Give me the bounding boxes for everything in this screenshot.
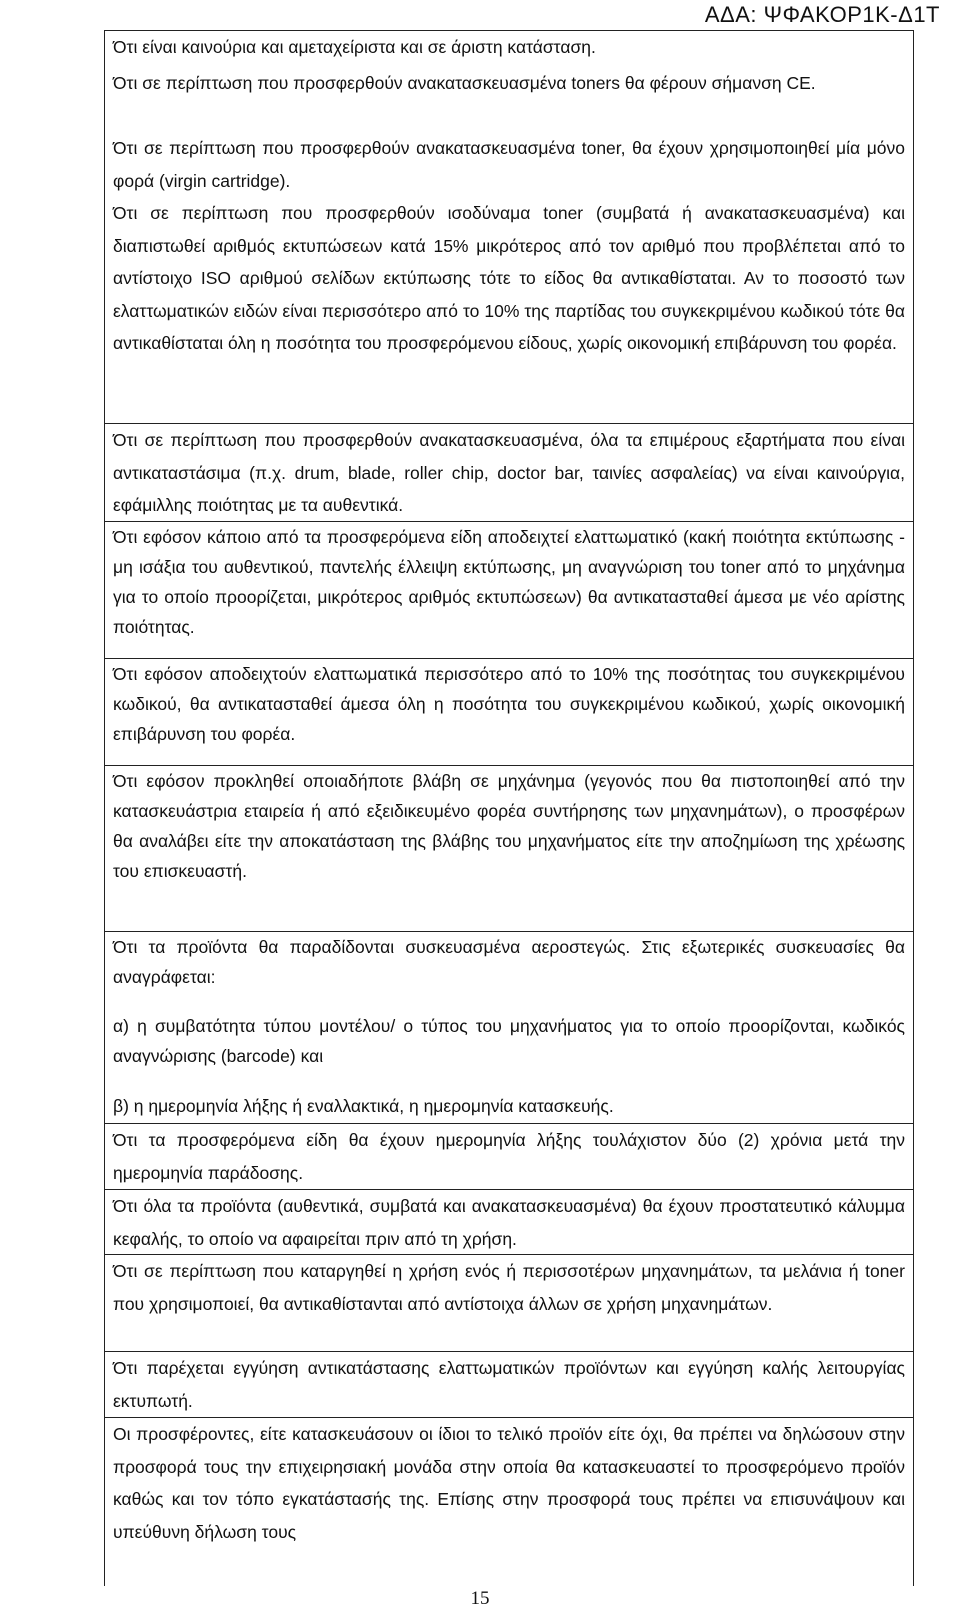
paragraph-6: Ότι εφόσον κάποιο από τα προσφερόμενα είδη αποδειχτεί ελαττωματικό (κακή ποιότητα εκτύπωσης - μη ισάξια του αυθεντικού, παντελής έλλειψη εκτύπωσης, μη αναγνώριση του toner από το μηχάνημα για το οποίο προορίζεται, μικρότερος αριθμός εκτυπώσεων) θα αντικατασταθεί άμεσα με νέο αρίστης ποιότητας. [105,521,913,642]
requirements-table [104,30,914,1586]
paragraph-12: Ότι τα προσφερόμενα είδη θα έχουν ημερομηνία λήξης τουλάχιστον δύο (2) χρόνια μετά την ημερομηνία παράδοσης. [105,1123,913,1189]
paragraph-16: Οι προσφέροντες, είτε κατασκευάσουν οι ίδιοι το τελικό προϊόν είτε όχι, θα πρέπει να δηλώσουν στην προσφορά τους την επιχειρησιακή μονάδα στην οποία θα κατασκευαστεί το προσφερόμενο προϊόν καθώς και τον τόπο εγκατάστασής της. Επίσης στην προσφορά τους πρέπει να επισυνάψουν και υπεύθυνη δήλωση τους [105,1417,913,1548]
paragraph-3: Ότι σε περίπτωση που προσφερθούν ανακατασκευασμένα toner, θα έχουν χρησιμοποιηθεί μία μόνο φορά (virgin cartridge). [113,138,905,191]
paragraph-5: Ότι σε περίπτωση που προσφερθούν ανακατασκευασμένα, όλα τα επιμέρους εξαρτήματα που είναι αντικαταστάσιμα (π.χ. drum, blade, roller chip, doctor bar, ταινίες ασφαλείας) να είναι καινούργια, εφάμιλλης ποιότητας με τα αυθεντικά. [105,423,913,522]
paragraph-11: β) η ημερομηνία λήξης ή εναλλακτικά, η ημερομηνία κατασκευής. [113,1096,614,1116]
paragraph-13: Ότι όλα τα προϊόντα (αυθεντικά, συμβατά και ανακατασκευασμένα) θα έχουν προστατευτικό κάλυμμα κεφαλής, το οποίο να αφαιρείται πριν από τη χρήση. [105,1189,913,1255]
paragraph-9: Ότι τα προϊόντα θα παραδίδονται συσκευασμένα αεροστεγώς. Στις εξωτερικές συσκευασίες θα αναγράφεται: [105,931,913,992]
paragraph-8: Ότι εφόσον προκληθεί οποιαδήποτε βλάβη σε μηχάνημα (γεγονός που θα πιστοποιηθεί από την κατασκευάστρια εταιρεία ή από εξειδικευμένο φορέα συντήρησης των μηχανημάτων), ο προσφέρων θα αναλάβει είτε την αποκατάσταση της βλάβης του μηχανήματος είτε την αποζημίωση της χρέωσης του επισκευαστή. [105,765,913,886]
paragraph-1: Ότι είναι καινούρια και αμεταχείριστα και σε άριστη κατάσταση. [113,37,596,57]
paragraph-15: Ότι παρέχεται εγγύηση αντικατάστασης ελαττωματικών προϊόντων και εγγύηση καλής λειτουργίας εκτυπωτή. [105,1351,913,1417]
paragraph-2: Ότι σε περίπτωση που προσφερθούν ανακατασκευασμένα toners θα φέρουν σήμανση CE. [113,73,816,93]
paragraph-10: α) η συμβατότητα τύπου μοντέλου/ ο τύπος του μηχανήματος για το οποίο προορίζονται, κωδικός αναγνώρισης (barcode) και [113,1016,905,1066]
paragraph-4: Ότι σε περίπτωση που προσφερθούν ισοδύναμα toner (συμβατά ή ανακατασκευασμένα) και διαπιστωθεί αριθμός εκτυπώσεων κατά 15% μικρότερος από τον αριθμό που προβλέπεται από το αντίστοιχο ISO αριθμού σελίδων εκτύπωσης τότε το είδος θα αντικαθίσταται. Αν το ποσοστό των ελαττωματικών ειδών είναι περισσότερο από το 10% της παρτίδας του συγκεκριμένου κωδικού τότε θα αντικαθίσταται όλη η ποσότητα του προσφερόμενου είδους, χωρίς οικονομική επιβάρυνση του φορέα. [113,203,905,353]
page-number: 15 [470,1588,490,1609]
paragraph-7: Ότι εφόσον αποδειχτούν ελαττωματικά περισσότερο από το 10% της ποσότητας του συγκεκριμένου κωδικού, θα αντικατασταθεί άμεσα όλη η ποσότητα του συγκεκριμένου κωδικού, χωρίς οικονομική επιβάρυνση του φορέα. [105,658,913,749]
paragraph-14: Ότι σε περίπτωση που καταργηθεί η χρήση ενός ή περισσοτέρων μηχανημάτων, τα μελάνια ή toner που χρησιμοποιεί, θα αντικαθίστανται από αντίστοιχα άλλων σε χρήση μηχανημάτων. [105,1254,913,1320]
ada-code: ΑΔΑ: ΨΦΑΚΟΡ1Κ-Δ1Τ [704,2,940,27]
